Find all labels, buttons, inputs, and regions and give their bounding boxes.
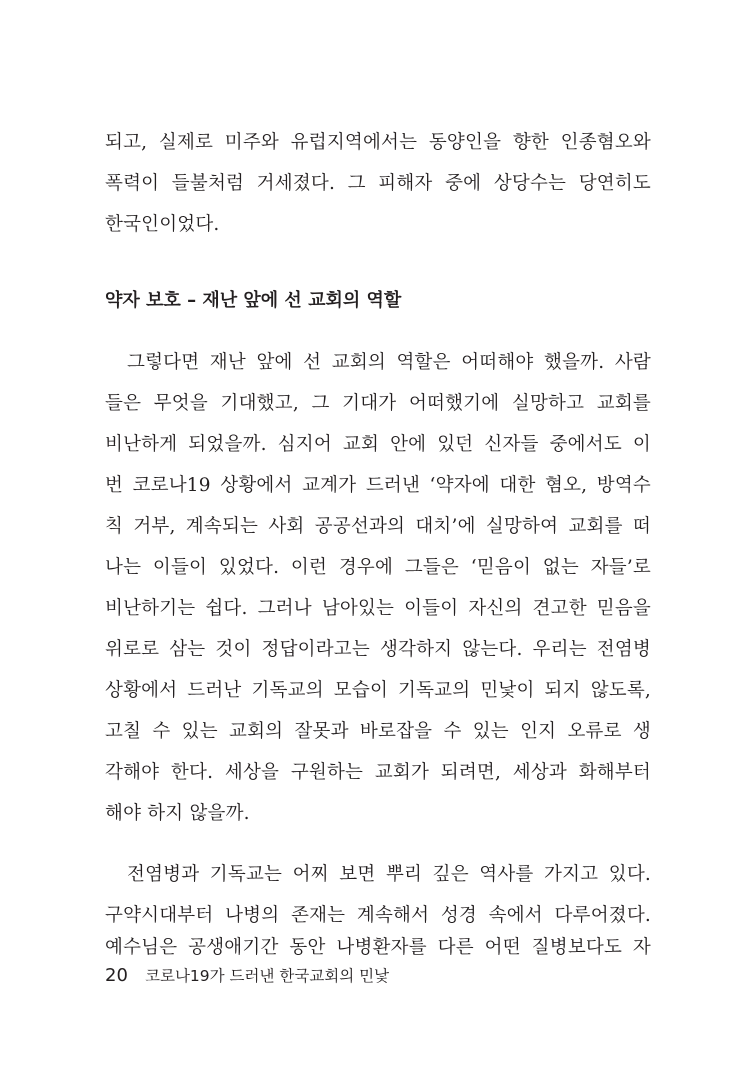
- paragraph-3-line-3: 예수님은 공생애기간 동안 나병환자를 다른 어떤 질병보다도 자: [105, 937, 651, 958]
- section-heading: 약자 보호 – 재난 앞에 선 교회의 역할: [105, 290, 402, 311]
- paragraph-2-line-9: 상황에서 드러난 기독교의 모습이 기독교의 민낯이 되지 않도록,: [105, 680, 651, 701]
- paragraph-1-line-2: 폭력이 들불처럼 거세졌다. 그 피해자 중에 상당수는 당연히도: [105, 173, 651, 194]
- paragraph-2-line-11: 각해야 한다. 세상을 구원하는 교회가 되려면, 세상과 화해부터: [105, 762, 651, 783]
- paragraph-1-line-1: 되고, 실제로 미주와 유럽지역에서는 동양인을 향한 인종혐오와: [105, 132, 651, 153]
- paragraph-2-line-10: 고칠 수 있는 교회의 잘못과 바로잡을 수 있는 인지 오류로 생: [105, 721, 651, 742]
- paragraph-2-line-12: 해야 하지 않을까.: [105, 803, 250, 824]
- paragraph-2-line-5: 칙 거부, 계속되는 사회 공공선과의 대치’에 실망하여 교회를 떠: [105, 516, 651, 537]
- page-footer: [105, 963, 389, 989]
- paragraph-2-line-6: 나는 이들이 있었다. 이런 경우에 그들은 ‘믿음이 없는 자들’로: [105, 557, 651, 578]
- paragraph-1-line-3: 한국인이었다.: [105, 214, 220, 235]
- paragraph-2-line-7: 비난하기는 쉽다. 그러나 남아있는 이들이 자신의 견고한 믿음을: [105, 598, 651, 619]
- paragraph-2-line-8: 위로로 삼는 것이 정답이라고는 생각하지 않는다. 우리는 전염병: [105, 639, 651, 660]
- paragraph-3-line-2: 구약시대부터 나병의 존재는 계속해서 성경 속에서 다루어졌다.: [105, 905, 651, 926]
- paragraph-2-line-3: 비난하게 되었을까. 심지어 교회 안에 있던 신자들 중에서도 이: [105, 434, 651, 455]
- paragraph-2-line-4: 번 코로나19 상황에서 교계가 드러낸 ‘약자에 대한 혐오, 방역수: [105, 475, 651, 496]
- page-number: 20: [105, 965, 128, 986]
- running-title: 코로나19가 드러낸 한국교회의 민낯: [145, 967, 390, 985]
- paragraph-2-line-2: 들은 무엇을 기대했고, 그 기대가 어떠했기에 실망하고 교회를: [105, 393, 651, 414]
- paragraph-2-line-1: 그렇다면 재난 앞에 선 교회의 역할은 어떠해야 했을까. 사람: [127, 352, 651, 373]
- paragraph-3-line-1: 전염병과 기독교는 어찌 보면 뿌리 깊은 역사를 가지고 있다.: [127, 864, 651, 885]
